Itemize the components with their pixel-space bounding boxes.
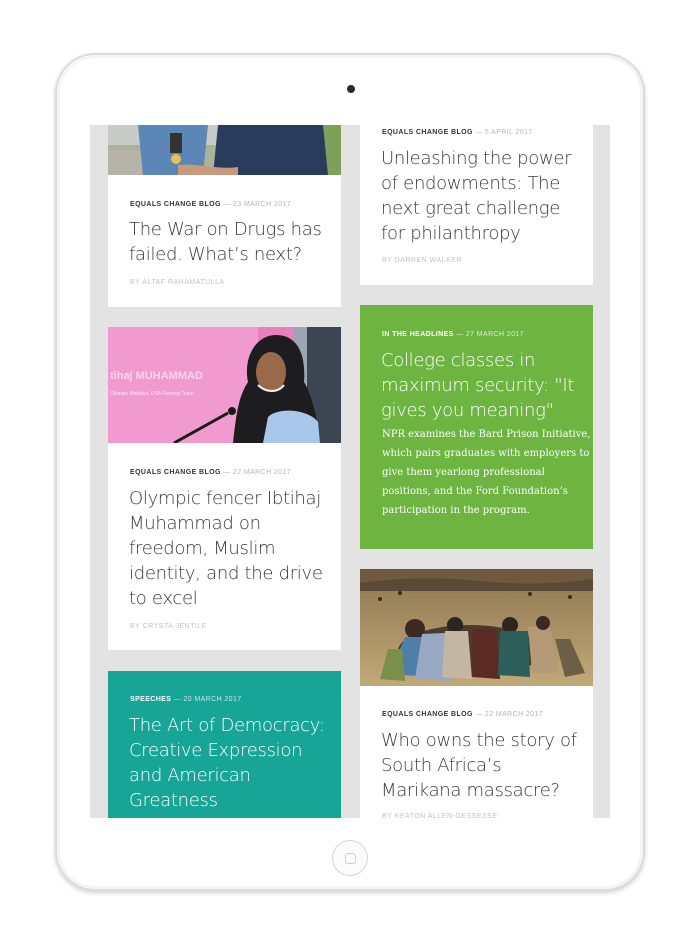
article-category: SPEECHES xyxy=(130,696,172,703)
screen xyxy=(90,125,610,818)
article-date: — 22 MARCH 2017 xyxy=(223,469,292,476)
article-category: EQUALS CHANGE BLOG xyxy=(382,129,473,136)
article-title[interactable]: The War on Drugs has failed. What’s next? xyxy=(129,219,322,265)
article-card-olympic-fencer[interactable] xyxy=(108,327,341,650)
article-image-speaker xyxy=(108,327,341,443)
article-title[interactable]: Olympic fencer Ibtihaj Muhammad on freedom, Muslim identity, and the drive to excel xyxy=(129,488,323,609)
article-category: IN THE HEADLINES xyxy=(382,331,454,338)
article-image-gathering xyxy=(360,569,593,686)
article-category: EQUALS CHANGE BLOG xyxy=(382,711,473,718)
article-card-college-classes[interactable] xyxy=(360,305,593,549)
article-date: — 22 MARCH 2017 xyxy=(475,711,544,718)
article-byline: BY ALTAF RAHAMATULLA xyxy=(130,279,225,286)
article-title[interactable]: The Art of Democracy: Creative Expression and American Greatness xyxy=(129,715,325,811)
camera-icon xyxy=(347,85,355,93)
article-date: — 23 MARCH 2017 xyxy=(223,201,292,208)
image-banner-text: tihaj MUHAMMAD xyxy=(110,370,203,382)
article-card-war-on-drugs[interactable] xyxy=(108,125,341,307)
article-title[interactable]: College classes in maximum security: "It gives you meaning" xyxy=(381,350,575,421)
article-title[interactable]: Unleashing the power of endowments: The next great challenge for philanthropy xyxy=(381,148,572,244)
article-category: EQUALS CHANGE BLOG xyxy=(130,469,221,476)
article-card-marikana[interactable] xyxy=(360,569,593,818)
article-category: EQUALS CHANGE BLOG xyxy=(130,201,221,208)
article-byline: BY CRYSTA JENTILE xyxy=(130,623,207,630)
image-banner-subtext: Olympic Medalist, USA Fencing Team xyxy=(110,391,194,397)
article-date: — 20 MARCH 2017 xyxy=(173,696,242,703)
article-date: — 27 MARCH 2017 xyxy=(456,331,524,338)
article-excerpt: NPR examines the Bard Prison Initiative, which pairs graduates with employers to give them yearlong professional positions, and the Ford Foundation’s participation in the program. xyxy=(382,429,591,516)
article-byline: BY KEATON ALLEN-GESSESSE xyxy=(382,813,498,818)
article-title[interactable]: Who owns the story of South Africa’s Marikana massacre? xyxy=(381,730,577,801)
article-card-art-of-democracy[interactable] xyxy=(108,671,341,818)
article-date: — 5 APRIL 2017 xyxy=(475,129,533,136)
article-byline: BY DARREN WALKER xyxy=(382,257,462,264)
article-image-police xyxy=(108,125,341,175)
article-card-endowments[interactable] xyxy=(360,125,593,285)
home-button[interactable] xyxy=(332,840,368,876)
home-square-icon xyxy=(345,853,356,864)
